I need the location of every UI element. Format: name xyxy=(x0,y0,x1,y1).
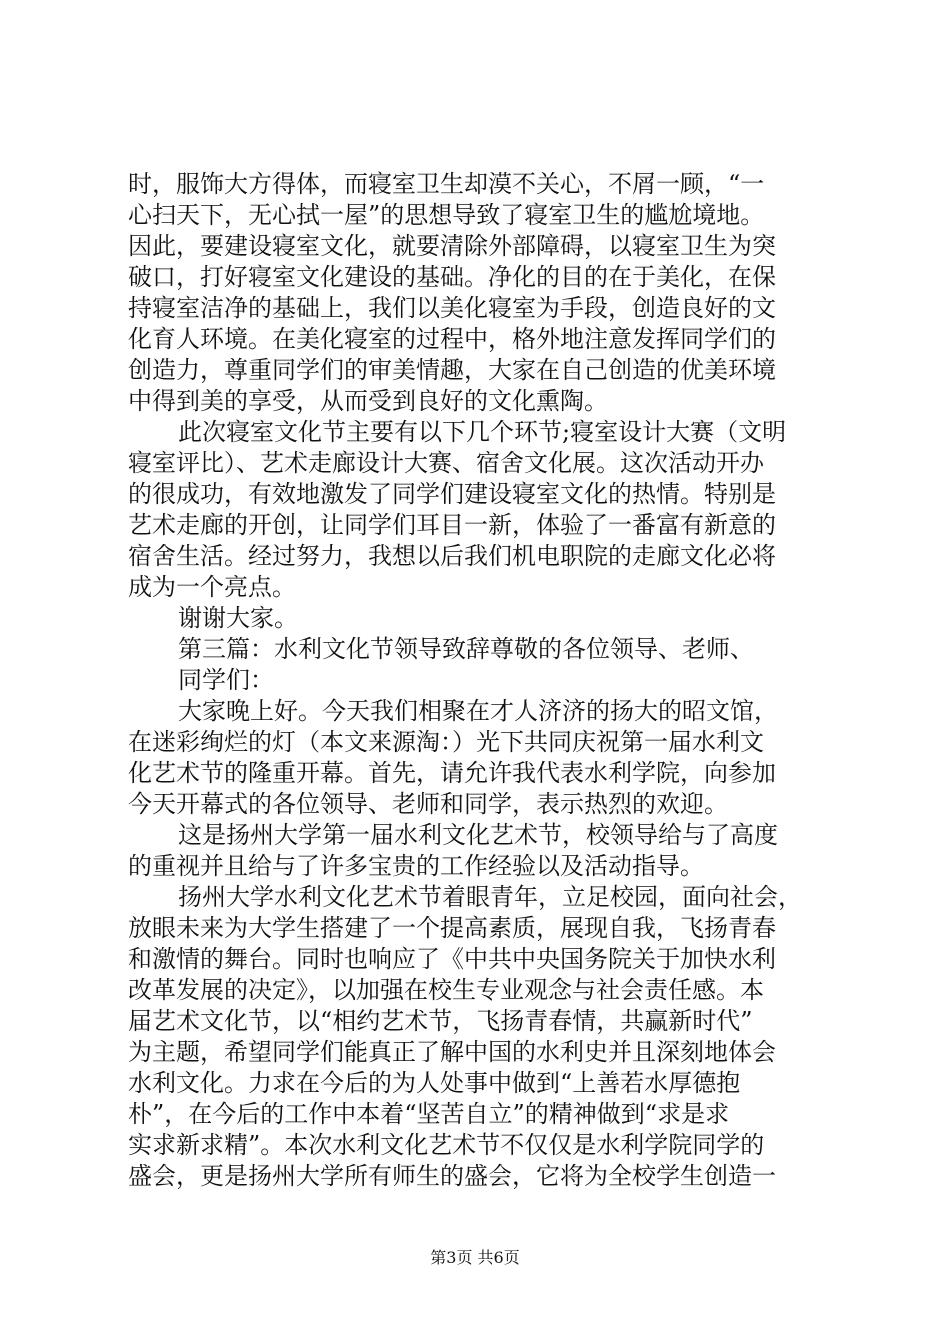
text-line: 宿舍生活。经过努力，我想以后我们机电职院的走廊文化必将 xyxy=(128,542,776,570)
text-line: 时，服饰大方得体，而寝室卫生却漠不关心，不屑一顾，“一 xyxy=(128,170,765,198)
text-line: 因此，要建设寝室文化，就要清除外部障碍，以寝室卫生为突 xyxy=(128,232,776,260)
text-line: 创造力，尊重同学们的审美情趣，大家在自己创造的优美环境 xyxy=(128,356,776,384)
text-line: 为主题，希望同学们能真正了解中国的水利史并且深刻地体会 xyxy=(128,1038,776,1066)
text-line: 扬州大学水利文化艺术节着眼青年，立足校园，面向社会， xyxy=(178,883,802,911)
text-line: 艺术走廊的开创，让同学们耳目一新，体验了一番富有新意的 xyxy=(128,511,776,539)
text-line: 的很成功，有效地激发了同学们建设寝室文化的热情。特别是 xyxy=(128,480,776,508)
document-body xyxy=(128,169,828,1192)
text-line: 中得到美的享受，从而受到良好的文化熏陶。 xyxy=(128,387,608,415)
text-line: 盛会，更是扬州大学所有师生的盛会，它将为全校学生创造一 xyxy=(128,1162,776,1190)
text-line: 改革发展的决定》，以加强在校生专业观念与社会责任感。本 xyxy=(128,976,764,1004)
text-line: 第三篇：水利文化节领导致辞尊敬的各位领导、老师、 xyxy=(178,635,754,663)
text-line: 在迷彩绚烂的灯（本文来源淘：）光下共同庆祝第一届水利文 xyxy=(128,728,764,756)
text-line: 化艺术节的隆重开幕。首先，请允许我代表水利学院，向参加 xyxy=(128,759,776,787)
text-line: 破口，打好寝室文化建设的基础。净化的目的在于美化，在保 xyxy=(128,263,776,291)
text-line: 水利文化。力求在今后的为人处事中做到“上善若水厚德抱 xyxy=(128,1069,741,1097)
text-line: 此次寝室文化节主要有以下几个环节;寝室设计大赛（文明 xyxy=(178,418,787,446)
text-line: 化育人环境。在美化寝室的过程中，格外地注意发挥同学们的 xyxy=(128,325,776,353)
text-line: 和激情的舞台。同时也响应了《中共中央国务院关于加快水利 xyxy=(128,945,776,973)
page-footer: 第3页 共6页 xyxy=(430,1248,520,1267)
text-line: 持寝室洁净的基础上，我们以美化寝室为手段，创造良好的文 xyxy=(128,294,776,322)
text-line: 今天开幕式的各位领导、老师和同学，表示热烈的欢迎。 xyxy=(128,790,728,818)
text-line: 放眼未来为大学生搭建了一个提高素质，展现自我，飞扬青春 xyxy=(128,914,776,942)
text-line: 寝室评比）、艺术走廊设计大赛、宿舍文化展。这次活动开办 xyxy=(128,449,764,477)
text-line: 的重视并且给与了许多宝贵的工作经验以及活动指导。 xyxy=(128,852,704,880)
text-line: 成为一个亮点。 xyxy=(128,573,296,601)
text-line: 大家晚上好。今天我们相聚在才人济济的扬大的昭文馆， xyxy=(178,697,778,725)
text-line: 朴”，在今后的工作中本着“坚苦自立”的精神做到“求是求 xyxy=(128,1100,730,1128)
text-line: 实求新求精”。本次水利文化艺术节不仅仅是水利学院同学的 xyxy=(128,1131,765,1159)
text-line: 心扫天下，无心拭一屋”的思想导致了寝室卫生的尴尬境地。 xyxy=(128,201,765,229)
text-line: 同学们： xyxy=(178,666,274,694)
text-line: 届艺术文化节，以“相约艺术节，飞扬青春情，共赢新时代” xyxy=(128,1007,753,1035)
text-line: 谢谢大家。 xyxy=(178,604,298,632)
text-line: 这是扬州大学第一届水利文化艺术节，校领导给与了高度 xyxy=(178,821,778,849)
